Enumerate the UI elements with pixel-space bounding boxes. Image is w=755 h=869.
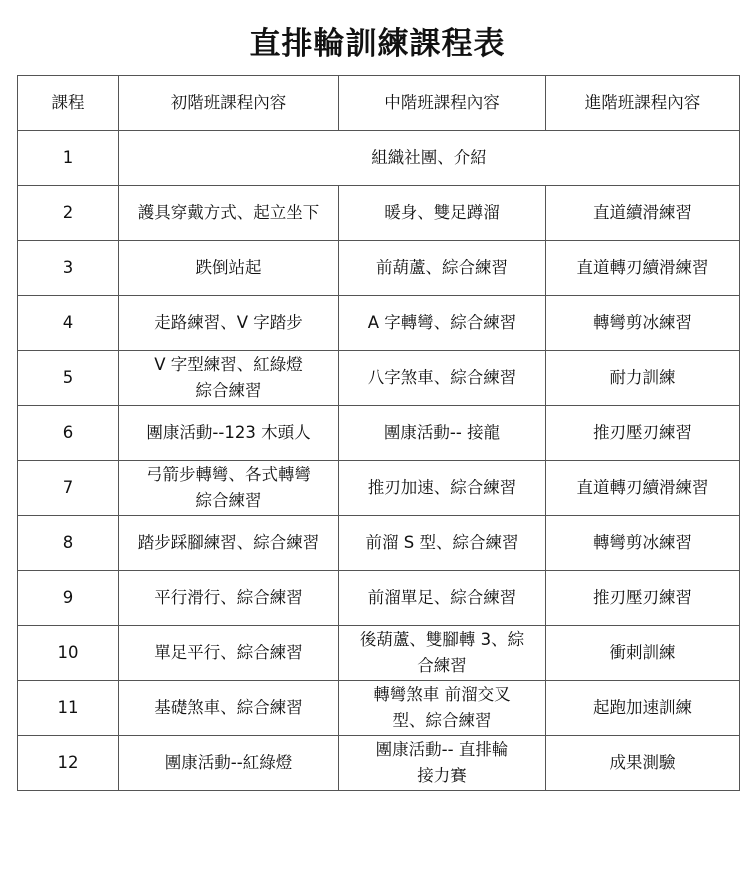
intermediate-content: 前溜 S 型、綜合練習 (339, 516, 546, 571)
intermediate-content: 前溜單足、綜合練習 (339, 571, 546, 626)
beginner-content: 基礎煞車、綜合練習 (119, 681, 339, 736)
course-number: 1 (18, 131, 119, 186)
table-row (18, 296, 740, 351)
table-row (18, 681, 740, 736)
table-row (18, 516, 740, 571)
intermediate-content: 推刃加速、綜合練習 (339, 461, 546, 516)
course-number: 4 (18, 296, 119, 351)
table-row (18, 571, 740, 626)
advanced-content: 起跑加速訓練 (546, 681, 740, 736)
beginner-content: 弓箭步轉彎、各式轉彎 綜合練習 (119, 461, 339, 516)
header-beginner: 初階班課程內容 (119, 76, 339, 131)
table-row (18, 186, 740, 241)
header-course: 課程 (18, 76, 119, 131)
intermediate-content: 暖身、雙足蹲溜 (339, 186, 546, 241)
intermediate-content: A 字轉彎、綜合練習 (339, 296, 546, 351)
intermediate-content: 轉彎煞車 前溜交叉 型、綜合練習 (339, 681, 546, 736)
course-number: 10 (18, 626, 119, 681)
table-row (18, 406, 740, 461)
beginner-content: 團康活動--紅綠燈 (119, 736, 339, 791)
advanced-content: 直道轉刃續滑練習 (546, 241, 740, 296)
table-row (18, 461, 740, 516)
advanced-content: 衝刺訓練 (546, 626, 740, 681)
table-row (18, 351, 740, 406)
advanced-content: 推刃壓刃練習 (546, 406, 740, 461)
course-number: 8 (18, 516, 119, 571)
table-row-intro (18, 131, 740, 186)
beginner-content: 踏步踩腳練習、綜合練習 (119, 516, 339, 571)
course-number: 3 (18, 241, 119, 296)
table-row (18, 626, 740, 681)
intermediate-content: 團康活動-- 直排輪 接力賽 (339, 736, 546, 791)
course-number: 11 (18, 681, 119, 736)
course-number: 7 (18, 461, 119, 516)
course-number: 6 (18, 406, 119, 461)
advanced-content: 直道續滑練習 (546, 186, 740, 241)
course-number: 5 (18, 351, 119, 406)
beginner-content: 護具穿戴方式、起立坐下 (119, 186, 339, 241)
course-number: 12 (18, 736, 119, 791)
course-table (17, 75, 740, 791)
advanced-content: 耐力訓練 (546, 351, 740, 406)
advanced-content: 成果測驗 (546, 736, 740, 791)
table-header-row (18, 76, 740, 131)
intermediate-content: 團康活動-- 接龍 (339, 406, 546, 461)
page-title: 直排輪訓練課程表 (249, 26, 506, 62)
beginner-content: 跌倒站起 (119, 241, 339, 296)
intermediate-content: 前葫蘆、綜合練習 (339, 241, 546, 296)
beginner-content: 走路練習、V 字踏步 (119, 296, 339, 351)
advanced-content: 直道轉刃續滑練習 (546, 461, 740, 516)
intermediate-content: 八字煞車、綜合練習 (339, 351, 546, 406)
course-number: 9 (18, 571, 119, 626)
beginner-content: 單足平行、綜合練習 (119, 626, 339, 681)
advanced-content: 轉彎剪冰練習 (546, 296, 740, 351)
table-row (18, 241, 740, 296)
table-body (18, 131, 740, 791)
advanced-content: 推刃壓刃練習 (546, 571, 740, 626)
header-intermediate: 中階班課程內容 (339, 76, 546, 131)
header-advanced: 進階班課程內容 (546, 76, 740, 131)
intro-content: 組織社團、介紹 (119, 131, 740, 186)
beginner-content: 團康活動--123 木頭人 (119, 406, 339, 461)
intermediate-content: 後葫蘆、雙腳轉 3、綜 合練習 (339, 626, 546, 681)
beginner-content: V 字型練習、紅綠燈 綜合練習 (119, 351, 339, 406)
advanced-content: 轉彎剪冰練習 (546, 516, 740, 571)
course-number: 2 (18, 186, 119, 241)
beginner-content: 平行滑行、綜合練習 (119, 571, 339, 626)
table-row (18, 736, 740, 791)
